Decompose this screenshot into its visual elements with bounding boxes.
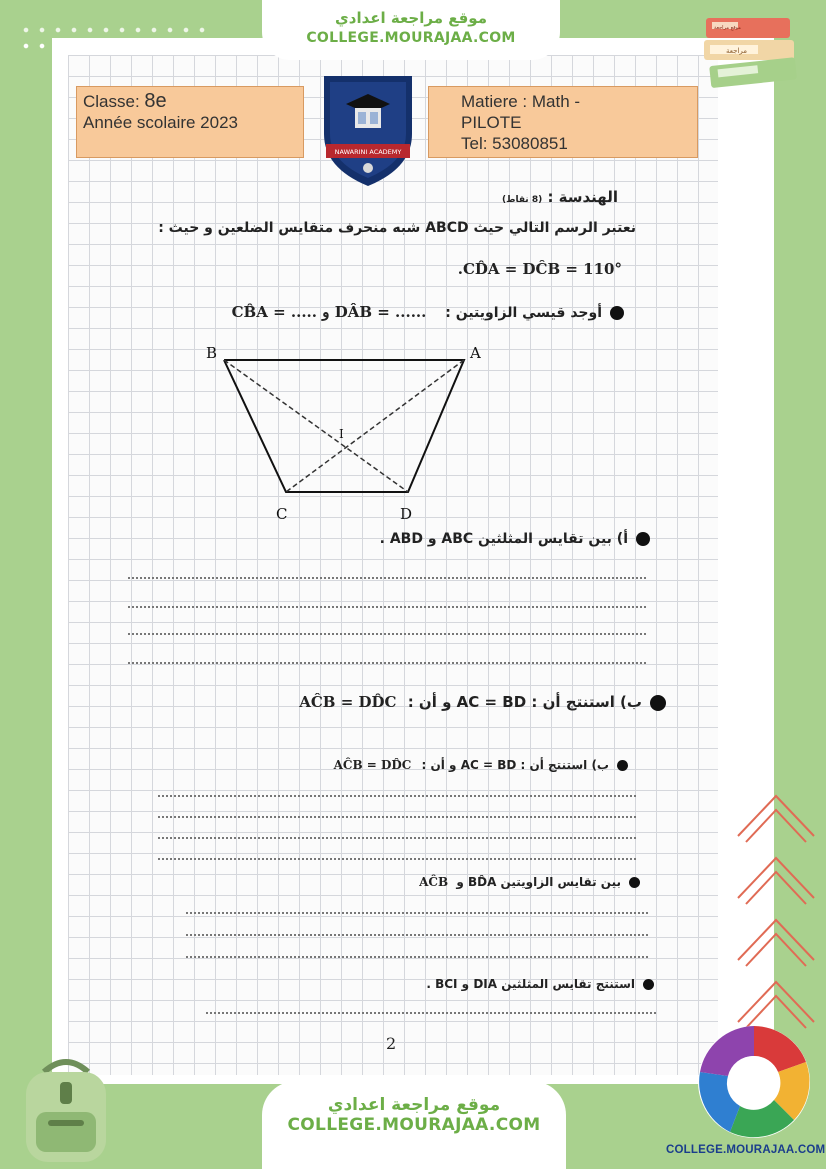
site-name: موقع مراجعة اعدادي: [335, 9, 487, 27]
question-3-expr: AĈB = DD̂C: [299, 693, 397, 711]
question-2: [380, 531, 650, 547]
question-2-text: أ) بين تقايس المثلثين ABC و ABD .: [379, 531, 628, 547]
question-3-repeat: [334, 758, 628, 772]
book-label: مراجعة: [726, 47, 748, 55]
answer-line: [128, 577, 646, 579]
site-logo-icon: [694, 1022, 814, 1142]
subject: Matiere : Math -: [461, 92, 581, 111]
class-value: 8e: [144, 90, 167, 112]
worksheet-paper: [68, 55, 718, 1075]
telephone: Tel: 53080851: [461, 134, 568, 153]
page-number: 2: [386, 1034, 397, 1053]
question-5: [426, 977, 654, 991]
school-year: Année scolaire 2023: [83, 113, 239, 132]
answer-line: [186, 956, 648, 958]
question-1-text: أوجد قيسي الزاويتين :: [445, 305, 602, 321]
vertex-D: D: [400, 505, 413, 523]
academy-name: NAWARINI ACADEMY: [334, 148, 402, 156]
question-4-text: بين تقايس الزاويتين BD̂A و: [456, 875, 621, 889]
decorative-dots: [18, 25, 208, 35]
question-3-repeat-expr: AĈB = DD̂C: [333, 758, 412, 772]
logo-url: COLLEGE.MOURAJAA.COM: [666, 1144, 826, 1156]
site-banner-top[interactable]: [262, 0, 560, 60]
chevron-up-icon: [732, 790, 820, 1050]
question-4: [419, 875, 640, 889]
intersection-I: I: [339, 427, 344, 441]
answer-line: [206, 1012, 656, 1014]
answer-line: [158, 795, 636, 797]
bullet-icon: [643, 979, 654, 990]
answer-line: [186, 912, 648, 914]
class-label: Classe:: [83, 92, 140, 111]
answer-line: [128, 633, 646, 635]
answer-line: [158, 816, 636, 818]
answer-line: [158, 837, 636, 839]
header-subject-box: [428, 86, 698, 158]
exercise-title-text: الهندسة :: [547, 188, 618, 206]
question-3: [299, 693, 666, 711]
teacher: PILOTE: [461, 113, 522, 132]
answer-line: [186, 934, 648, 936]
bullet-icon: [629, 877, 640, 888]
header-class-box: [76, 86, 304, 158]
vertex-A: A: [470, 344, 481, 362]
site-url[interactable]: COLLEGE.MOURAJAA.COM: [306, 30, 516, 46]
question-1-expr: CB̂A = ..... و DÂB = ......: [231, 303, 427, 321]
answer-line: [128, 606, 646, 608]
answer-line: [128, 662, 646, 664]
trapezoid-diagram: [196, 338, 496, 528]
site-name: موقع مراجعة اعدادي: [327, 1095, 501, 1115]
answer-line: [158, 858, 636, 860]
exercise-title: [502, 188, 618, 206]
question-3-repeat-text: ب) استنتج أن : AC = BD و أن :: [421, 758, 609, 772]
backpack-icon: [14, 1054, 118, 1166]
exercise-intro: نعتبر الرسم التالي حيث ABCD شبه منحرف متقايس الضلعين و حيث :: [158, 220, 636, 236]
exercise-points: (8 نقاط): [501, 195, 543, 205]
bullet-icon: [636, 532, 650, 546]
site-url[interactable]: COLLEGE.MOURAJAA.COM: [287, 1115, 541, 1135]
question-5-text: استنتج تقايس المثلثين DIA و BCI .: [426, 977, 635, 991]
question-3-text: ب) استنتج أن : AC = BD و أن :: [407, 693, 642, 711]
bullet-icon: [650, 695, 666, 711]
given-angles: [458, 260, 622, 278]
academy-logo: [320, 72, 416, 190]
books-icon: [700, 12, 804, 96]
site-banner-bottom[interactable]: [262, 1081, 566, 1169]
question-4-expr: AĈB: [419, 875, 449, 889]
bullet-icon: [610, 306, 624, 320]
bullet-icon: [617, 760, 628, 771]
question-1: [232, 303, 624, 321]
given-angles-expr: .CD̂A = DĈB = 110°: [457, 260, 622, 278]
vertex-C: C: [276, 505, 288, 523]
book-label: موقع مراجعة: [714, 25, 741, 31]
vertex-B: B: [206, 344, 218, 362]
